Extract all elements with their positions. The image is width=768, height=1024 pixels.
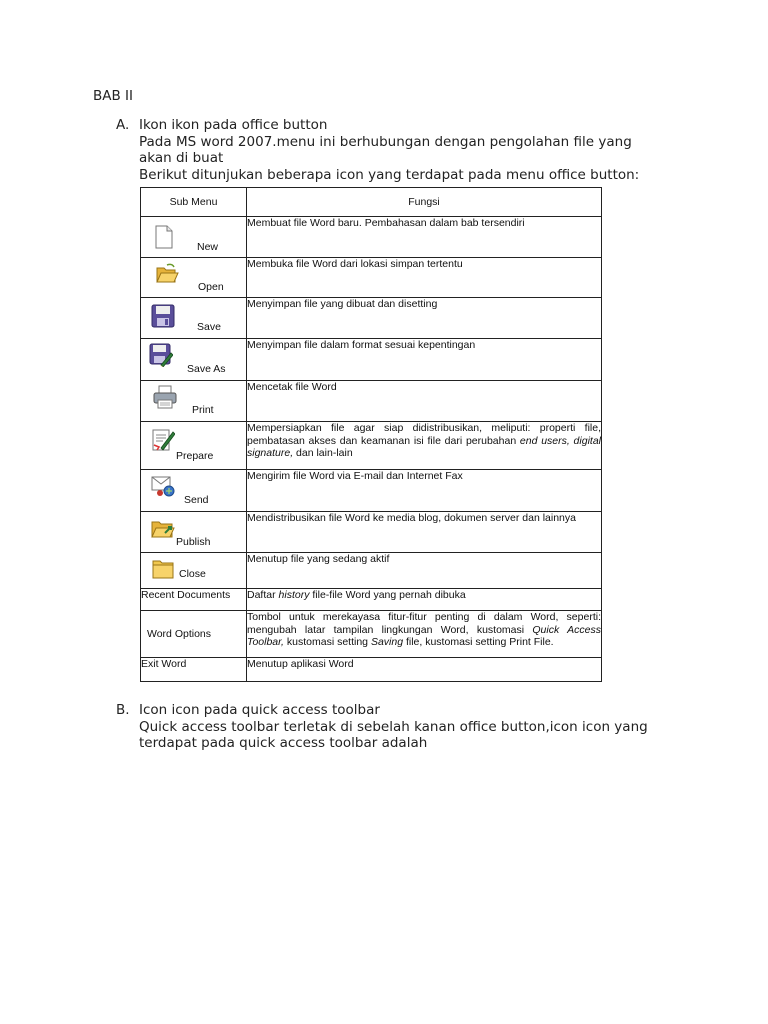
fungsi-text: file-file Word yang pernah dibuka (309, 589, 466, 601)
submenu-label: Print (192, 404, 214, 416)
table-row (141, 470, 602, 512)
table-row (141, 381, 602, 422)
section-b-line2: terdapat pada quick access toolbar adalah (139, 735, 428, 751)
submenu-cell (141, 258, 247, 298)
table-row (141, 298, 602, 339)
table-header-row (141, 188, 602, 217)
new-document-icon (152, 225, 176, 249)
submenu-cell (141, 422, 247, 470)
open-folder-icon (155, 262, 179, 286)
submenu-label: Send (184, 494, 209, 506)
fungsi-cell (247, 422, 602, 470)
fungsi-cell: Mengirim file Word via E-mail dan Internet Fax (247, 470, 602, 512)
submenu-label: Recent Documents (141, 589, 247, 611)
submenu-cell (141, 512, 247, 553)
close-folder-icon (151, 557, 175, 581)
submenu-label: Publish (176, 536, 211, 548)
table-row (141, 553, 602, 589)
submenu-cell (141, 217, 247, 258)
submenu-label: Close (179, 568, 206, 580)
fungsi-italic-text: Quick Access Toolbar, (247, 623, 601, 648)
submenu-label: Save (197, 321, 221, 333)
submenu-cell (141, 339, 247, 381)
fungsi-cell: Mencetak file Word (247, 381, 602, 422)
prepare-document-icon (151, 428, 175, 452)
submenu-label: Exit Word (141, 658, 247, 682)
fungsi-text: file, kustomasi setting Print File. (403, 636, 554, 648)
submenu-cell (141, 381, 247, 422)
table-row (141, 589, 602, 611)
chapter-heading: BAB II (93, 88, 134, 104)
send-mail-icon (151, 474, 175, 498)
header-fungsi: Fungsi (247, 188, 602, 217)
fungsi-text: dan lain-lain (293, 447, 353, 459)
section-a-line2: akan di buat (139, 150, 224, 166)
submenu-cell (141, 611, 247, 658)
header-submenu: Sub Menu (141, 188, 247, 217)
submenu-label: Save As (187, 363, 226, 375)
save-as-icon (149, 343, 173, 367)
fungsi-cell: Membuat file Word baru. Pembahasan dalam bab tersendiri (247, 217, 602, 258)
fungsi-cell: Menyimpan file yang dibuat dan disetting (247, 298, 602, 339)
fungsi-italic-text: history (278, 589, 310, 601)
fungsi-cell: Menutup file yang sedang aktif (247, 553, 602, 589)
section-a-marker: A. (116, 117, 130, 133)
save-disk-icon (151, 304, 175, 328)
fungsi-cell: Membuka file Word dari lokasi simpan tertentu (247, 258, 602, 298)
section-a-line1: Pada MS word 2007.menu ini berhubungan dengan pengolahan file yang (139, 133, 632, 150)
section-a-line3: Berikut ditunjukan beberapa icon yang terdapat pada menu office button: (139, 166, 640, 183)
section-b-marker: B. (116, 702, 130, 718)
table-row (141, 217, 602, 258)
submenu-label: Open (198, 281, 224, 293)
section-b-line1: Quick access toolbar terletak di sebelah kanan office button,icon icon yang (139, 718, 648, 735)
submenu-cell (141, 553, 247, 589)
submenu-label: Word Options (147, 628, 211, 640)
table-row (141, 258, 602, 298)
table-row (141, 658, 602, 682)
table-row (141, 512, 602, 553)
table-row (141, 339, 602, 381)
fungsi-cell: Mendistribusikan file Word ke media blog, dokumen server dan lainnya (247, 512, 602, 553)
fungsi-text: Mempersiapkan file agar siap didistribusikan, meliputi: properti file, pembatasan akses dan keamanan isi file dari perubahan (247, 422, 601, 447)
section-a-title: Ikon ikon pada office button (139, 117, 328, 133)
table-row (141, 422, 602, 470)
fungsi-cell: Menyimpan file dalam format sesuai kepentingan (247, 339, 602, 381)
fungsi-cell (247, 589, 602, 611)
section-b-body (139, 702, 684, 752)
fungsi-cell: Menutup aplikasi Word (247, 658, 602, 682)
submenu-label: New (197, 241, 219, 253)
fungsi-italic-text: end users, digital signature, (247, 434, 601, 459)
fungsi-text: kustomasi setting (283, 636, 371, 648)
printer-icon (153, 385, 177, 409)
submenu-label: Prepare (176, 450, 214, 462)
office-button-menu-table (140, 187, 602, 682)
fungsi-cell (247, 611, 602, 658)
section-b-title: Icon icon pada quick access toolbar (139, 702, 380, 718)
submenu-cell (141, 470, 247, 512)
fungsi-text: Tombol untuk merekayasa fitur-fitur penting di dalam Word, seperti: mengubah latar tampilan lingkungan Word, kustomasi (247, 611, 601, 636)
section-a-body (139, 117, 684, 183)
publish-folder-icon (151, 516, 175, 540)
table-row (141, 611, 602, 658)
submenu-cell (141, 298, 247, 339)
fungsi-italic-text: Saving (370, 636, 404, 648)
fungsi-text: Daftar (247, 589, 279, 601)
